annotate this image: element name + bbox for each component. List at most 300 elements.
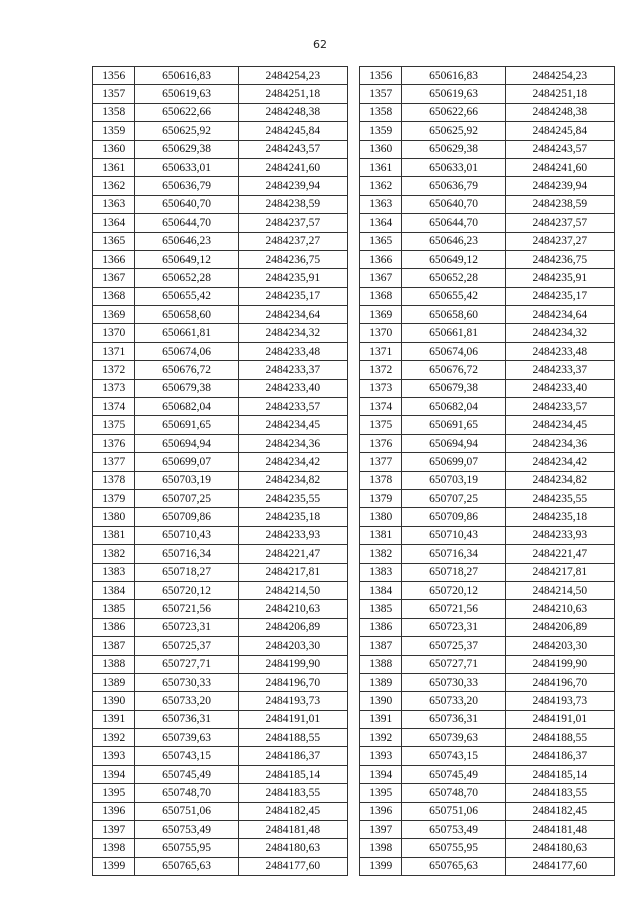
y-coordinate-cell: 2484191,01 xyxy=(238,710,347,728)
point-number-cell: 1398 xyxy=(93,839,135,857)
table-row xyxy=(93,545,348,563)
table-row xyxy=(93,103,348,121)
y-coordinate-cell: 2484217,81 xyxy=(238,563,347,581)
y-coordinate-cell: 2484234,82 xyxy=(505,471,614,489)
table-row xyxy=(360,747,615,765)
y-coordinate-cell: 2484177,60 xyxy=(505,857,614,875)
x-coordinate-cell: 650661,81 xyxy=(402,324,505,342)
table-row xyxy=(93,857,348,875)
x-coordinate-cell: 650748,70 xyxy=(402,784,505,802)
table-row xyxy=(93,710,348,728)
point-number-cell: 1364 xyxy=(93,214,135,232)
table-row xyxy=(93,416,348,434)
x-coordinate-cell: 650633,01 xyxy=(135,158,238,176)
point-number-cell: 1374 xyxy=(360,398,402,416)
point-number-cell: 1360 xyxy=(360,140,402,158)
x-coordinate-cell: 650725,37 xyxy=(402,637,505,655)
y-coordinate-cell: 2484199,90 xyxy=(238,655,347,673)
table-row xyxy=(93,379,348,397)
table-row xyxy=(360,287,615,305)
y-coordinate-cell: 2484239,94 xyxy=(238,177,347,195)
point-number-cell: 1384 xyxy=(360,581,402,599)
x-coordinate-cell: 650644,70 xyxy=(402,214,505,232)
table-row xyxy=(93,287,348,305)
y-coordinate-cell: 2484182,45 xyxy=(238,802,347,820)
table-row xyxy=(93,324,348,342)
point-number-cell: 1389 xyxy=(93,673,135,691)
y-coordinate-cell: 2484233,40 xyxy=(238,379,347,397)
point-number-cell: 1365 xyxy=(93,232,135,250)
point-number-cell: 1370 xyxy=(360,324,402,342)
y-coordinate-cell: 2484234,45 xyxy=(505,416,614,434)
point-number-cell: 1380 xyxy=(93,508,135,526)
point-number-cell: 1392 xyxy=(93,729,135,747)
point-number-cell: 1356 xyxy=(93,67,135,85)
point-number-cell: 1370 xyxy=(93,324,135,342)
y-coordinate-cell: 2484245,84 xyxy=(505,122,614,140)
y-coordinate-cell: 2484233,48 xyxy=(505,342,614,360)
table-row xyxy=(360,784,615,802)
y-coordinate-cell: 2484181,48 xyxy=(505,821,614,839)
table-row xyxy=(93,821,348,839)
x-coordinate-cell: 650723,31 xyxy=(135,618,238,636)
x-coordinate-cell: 650682,04 xyxy=(402,398,505,416)
table-row xyxy=(93,747,348,765)
y-coordinate-cell: 2484233,48 xyxy=(238,342,347,360)
table-row xyxy=(360,563,615,581)
table-row xyxy=(360,398,615,416)
point-number-cell: 1388 xyxy=(93,655,135,673)
y-coordinate-cell: 2484210,63 xyxy=(505,600,614,618)
y-coordinate-cell: 2484206,89 xyxy=(238,618,347,636)
table-row xyxy=(360,434,615,452)
x-coordinate-cell: 650691,65 xyxy=(135,416,238,434)
table-row xyxy=(93,692,348,710)
page-number: 62 xyxy=(313,38,327,51)
table-row xyxy=(360,416,615,434)
table-row xyxy=(93,140,348,158)
y-coordinate-cell: 2484181,48 xyxy=(238,821,347,839)
point-number-cell: 1376 xyxy=(360,434,402,452)
x-coordinate-cell: 650709,86 xyxy=(135,508,238,526)
x-coordinate-cell: 650674,06 xyxy=(135,342,238,360)
x-coordinate-cell: 650682,04 xyxy=(135,398,238,416)
table-row xyxy=(360,306,615,324)
y-coordinate-cell: 2484237,57 xyxy=(238,214,347,232)
y-coordinate-cell: 2484248,38 xyxy=(238,103,347,121)
table-row xyxy=(93,802,348,820)
point-number-cell: 1371 xyxy=(93,342,135,360)
point-number-cell: 1391 xyxy=(360,710,402,728)
point-number-cell: 1393 xyxy=(93,747,135,765)
x-coordinate-cell: 650736,31 xyxy=(402,710,505,728)
y-coordinate-cell: 2484214,50 xyxy=(238,581,347,599)
x-coordinate-cell: 650720,12 xyxy=(135,581,238,599)
table-row xyxy=(93,85,348,103)
table-row xyxy=(360,214,615,232)
x-coordinate-cell: 650748,70 xyxy=(135,784,238,802)
x-coordinate-cell: 650745,49 xyxy=(402,765,505,783)
x-coordinate-cell: 650736,31 xyxy=(135,710,238,728)
y-coordinate-cell: 2484210,63 xyxy=(238,600,347,618)
coordinates-table-right xyxy=(359,66,615,876)
point-number-cell: 1381 xyxy=(93,526,135,544)
table-row xyxy=(360,489,615,507)
table-row xyxy=(93,526,348,544)
point-number-cell: 1383 xyxy=(93,563,135,581)
point-number-cell: 1387 xyxy=(93,637,135,655)
y-coordinate-cell: 2484235,18 xyxy=(505,508,614,526)
point-number-cell: 1396 xyxy=(93,802,135,820)
table-row xyxy=(93,434,348,452)
y-coordinate-cell: 2484233,37 xyxy=(238,361,347,379)
point-number-cell: 1393 xyxy=(360,747,402,765)
point-number-cell: 1399 xyxy=(360,857,402,875)
x-coordinate-cell: 650703,19 xyxy=(135,471,238,489)
x-coordinate-cell: 650625,92 xyxy=(402,122,505,140)
x-coordinate-cell: 650755,95 xyxy=(402,839,505,857)
table-row xyxy=(360,655,615,673)
x-coordinate-cell: 650720,12 xyxy=(402,581,505,599)
x-coordinate-cell: 650730,33 xyxy=(135,673,238,691)
table-row xyxy=(360,85,615,103)
point-number-cell: 1390 xyxy=(360,692,402,710)
y-coordinate-cell: 2484235,17 xyxy=(238,287,347,305)
y-coordinate-cell: 2484186,37 xyxy=(505,747,614,765)
point-number-cell: 1397 xyxy=(360,821,402,839)
y-coordinate-cell: 2484241,60 xyxy=(238,158,347,176)
table-row xyxy=(93,839,348,857)
x-coordinate-cell: 650745,49 xyxy=(135,765,238,783)
x-coordinate-cell: 650707,25 xyxy=(402,489,505,507)
x-coordinate-cell: 650751,06 xyxy=(402,802,505,820)
table-row xyxy=(93,453,348,471)
y-coordinate-cell: 2484235,18 xyxy=(238,508,347,526)
y-coordinate-cell: 2484234,64 xyxy=(238,306,347,324)
x-coordinate-cell: 650727,71 xyxy=(402,655,505,673)
x-coordinate-cell: 650619,63 xyxy=(135,85,238,103)
point-number-cell: 1385 xyxy=(360,600,402,618)
table-row xyxy=(360,232,615,250)
y-coordinate-cell: 2484237,57 xyxy=(505,214,614,232)
point-number-cell: 1394 xyxy=(93,765,135,783)
x-coordinate-cell: 650652,28 xyxy=(135,269,238,287)
y-coordinate-cell: 2484206,89 xyxy=(505,618,614,636)
table-row xyxy=(360,765,615,783)
coordinates-table-body xyxy=(360,67,615,876)
x-coordinate-cell: 650622,66 xyxy=(135,103,238,121)
point-number-cell: 1366 xyxy=(360,250,402,268)
point-number-cell: 1390 xyxy=(93,692,135,710)
point-number-cell: 1373 xyxy=(360,379,402,397)
table-row xyxy=(360,471,615,489)
table-row xyxy=(360,802,615,820)
x-coordinate-cell: 650743,15 xyxy=(135,747,238,765)
x-coordinate-cell: 650629,38 xyxy=(402,140,505,158)
x-coordinate-cell: 650646,23 xyxy=(135,232,238,250)
x-coordinate-cell: 650652,28 xyxy=(402,269,505,287)
y-coordinate-cell: 2484203,30 xyxy=(505,637,614,655)
y-coordinate-cell: 2484203,30 xyxy=(238,637,347,655)
table-row xyxy=(360,857,615,875)
y-coordinate-cell: 2484191,01 xyxy=(505,710,614,728)
y-coordinate-cell: 2484193,73 xyxy=(238,692,347,710)
x-coordinate-cell: 650718,27 xyxy=(402,563,505,581)
x-coordinate-cell: 650739,63 xyxy=(135,729,238,747)
x-coordinate-cell: 650633,01 xyxy=(402,158,505,176)
point-number-cell: 1359 xyxy=(360,122,402,140)
x-coordinate-cell: 650649,12 xyxy=(135,250,238,268)
table-row xyxy=(360,545,615,563)
point-number-cell: 1381 xyxy=(360,526,402,544)
point-number-cell: 1379 xyxy=(93,489,135,507)
x-coordinate-cell: 650658,60 xyxy=(135,306,238,324)
y-coordinate-cell: 2484243,57 xyxy=(505,140,614,158)
point-number-cell: 1362 xyxy=(360,177,402,195)
point-number-cell: 1371 xyxy=(360,342,402,360)
point-number-cell: 1367 xyxy=(93,269,135,287)
point-number-cell: 1386 xyxy=(93,618,135,636)
table-row xyxy=(360,195,615,213)
point-number-cell: 1369 xyxy=(360,306,402,324)
x-coordinate-cell: 650710,43 xyxy=(402,526,505,544)
point-number-cell: 1378 xyxy=(93,471,135,489)
table-row xyxy=(360,103,615,121)
x-coordinate-cell: 650699,07 xyxy=(402,453,505,471)
y-coordinate-cell: 2484234,32 xyxy=(505,324,614,342)
point-number-cell: 1384 xyxy=(93,581,135,599)
table-row xyxy=(360,67,615,85)
x-coordinate-cell: 650709,86 xyxy=(402,508,505,526)
x-coordinate-cell: 650765,63 xyxy=(135,857,238,875)
x-coordinate-cell: 650755,95 xyxy=(135,839,238,857)
table-row xyxy=(93,158,348,176)
x-coordinate-cell: 650636,79 xyxy=(135,177,238,195)
table-row xyxy=(360,692,615,710)
y-coordinate-cell: 2484221,47 xyxy=(505,545,614,563)
y-coordinate-cell: 2484235,55 xyxy=(238,489,347,507)
point-number-cell: 1392 xyxy=(360,729,402,747)
table-row xyxy=(93,214,348,232)
x-coordinate-cell: 650679,38 xyxy=(402,379,505,397)
y-coordinate-cell: 2484177,60 xyxy=(238,857,347,875)
x-coordinate-cell: 650674,06 xyxy=(402,342,505,360)
table-row xyxy=(93,122,348,140)
y-coordinate-cell: 2484188,55 xyxy=(238,729,347,747)
y-coordinate-cell: 2484236,75 xyxy=(238,250,347,268)
point-number-cell: 1358 xyxy=(93,103,135,121)
y-coordinate-cell: 2484234,36 xyxy=(238,434,347,452)
point-number-cell: 1357 xyxy=(360,85,402,103)
point-number-cell: 1377 xyxy=(93,453,135,471)
x-coordinate-cell: 650718,27 xyxy=(135,563,238,581)
table-row xyxy=(93,765,348,783)
table-row xyxy=(93,784,348,802)
x-coordinate-cell: 650655,42 xyxy=(135,287,238,305)
y-coordinate-cell: 2484235,55 xyxy=(505,489,614,507)
x-coordinate-cell: 650751,06 xyxy=(135,802,238,820)
y-coordinate-cell: 2484180,63 xyxy=(238,839,347,857)
point-number-cell: 1364 xyxy=(360,214,402,232)
y-coordinate-cell: 2484234,32 xyxy=(238,324,347,342)
point-number-cell: 1386 xyxy=(360,618,402,636)
table-row xyxy=(360,673,615,691)
table-row xyxy=(93,269,348,287)
y-coordinate-cell: 2484234,64 xyxy=(505,306,614,324)
y-coordinate-cell: 2484185,14 xyxy=(238,765,347,783)
table-row xyxy=(93,600,348,618)
y-coordinate-cell: 2484234,42 xyxy=(238,453,347,471)
x-coordinate-cell: 650694,94 xyxy=(135,434,238,452)
table-row xyxy=(93,306,348,324)
point-number-cell: 1361 xyxy=(360,158,402,176)
x-coordinate-cell: 650694,94 xyxy=(402,434,505,452)
table-row xyxy=(93,361,348,379)
y-coordinate-cell: 2484196,70 xyxy=(505,673,614,691)
table-row xyxy=(360,324,615,342)
x-coordinate-cell: 650721,56 xyxy=(402,600,505,618)
y-coordinate-cell: 2484243,57 xyxy=(238,140,347,158)
x-coordinate-cell: 650716,34 xyxy=(402,545,505,563)
x-coordinate-cell: 650636,79 xyxy=(402,177,505,195)
x-coordinate-cell: 650655,42 xyxy=(402,287,505,305)
table-row xyxy=(360,618,615,636)
y-coordinate-cell: 2484233,93 xyxy=(238,526,347,544)
y-coordinate-cell: 2484234,45 xyxy=(238,416,347,434)
point-number-cell: 1396 xyxy=(360,802,402,820)
y-coordinate-cell: 2484234,42 xyxy=(505,453,614,471)
x-coordinate-cell: 650679,38 xyxy=(135,379,238,397)
y-coordinate-cell: 2484248,38 xyxy=(505,103,614,121)
point-number-cell: 1373 xyxy=(93,379,135,397)
x-coordinate-cell: 650619,63 xyxy=(402,85,505,103)
y-coordinate-cell: 2484237,27 xyxy=(238,232,347,250)
x-coordinate-cell: 650730,33 xyxy=(402,673,505,691)
table-row xyxy=(360,453,615,471)
coordinates-table-body xyxy=(93,67,348,876)
point-number-cell: 1358 xyxy=(360,103,402,121)
table-row xyxy=(93,398,348,416)
point-number-cell: 1397 xyxy=(93,821,135,839)
x-coordinate-cell: 650622,66 xyxy=(402,103,505,121)
table-row xyxy=(360,140,615,158)
point-number-cell: 1391 xyxy=(93,710,135,728)
y-coordinate-cell: 2484241,60 xyxy=(505,158,614,176)
x-coordinate-cell: 650616,83 xyxy=(402,67,505,85)
table-row xyxy=(360,821,615,839)
y-coordinate-cell: 2484234,82 xyxy=(238,471,347,489)
y-coordinate-cell: 2484236,75 xyxy=(505,250,614,268)
point-number-cell: 1375 xyxy=(93,416,135,434)
x-coordinate-cell: 650649,12 xyxy=(402,250,505,268)
y-coordinate-cell: 2484234,36 xyxy=(505,434,614,452)
y-coordinate-cell: 2484186,37 xyxy=(238,747,347,765)
x-coordinate-cell: 650676,72 xyxy=(135,361,238,379)
table-row xyxy=(360,508,615,526)
y-coordinate-cell: 2484233,40 xyxy=(505,379,614,397)
y-coordinate-cell: 2484193,73 xyxy=(505,692,614,710)
x-coordinate-cell: 650699,07 xyxy=(135,453,238,471)
table-row xyxy=(360,269,615,287)
point-number-cell: 1395 xyxy=(360,784,402,802)
x-coordinate-cell: 650661,81 xyxy=(135,324,238,342)
y-coordinate-cell: 2484254,23 xyxy=(238,67,347,85)
table-row xyxy=(360,342,615,360)
point-number-cell: 1367 xyxy=(360,269,402,287)
x-coordinate-cell: 650676,72 xyxy=(402,361,505,379)
point-number-cell: 1359 xyxy=(93,122,135,140)
y-coordinate-cell: 2484254,23 xyxy=(505,67,614,85)
table-row xyxy=(93,673,348,691)
y-coordinate-cell: 2484233,57 xyxy=(505,398,614,416)
point-number-cell: 1394 xyxy=(360,765,402,783)
x-coordinate-cell: 650640,70 xyxy=(402,195,505,213)
x-coordinate-cell: 650733,20 xyxy=(402,692,505,710)
y-coordinate-cell: 2484235,91 xyxy=(238,269,347,287)
point-number-cell: 1399 xyxy=(93,857,135,875)
table-row xyxy=(93,563,348,581)
table-row xyxy=(93,637,348,655)
table-row xyxy=(360,379,615,397)
table-row xyxy=(93,232,348,250)
table-row xyxy=(360,361,615,379)
x-coordinate-cell: 650691,65 xyxy=(402,416,505,434)
table-row xyxy=(360,581,615,599)
point-number-cell: 1377 xyxy=(360,453,402,471)
point-number-cell: 1387 xyxy=(360,637,402,655)
x-coordinate-cell: 650716,34 xyxy=(135,545,238,563)
x-coordinate-cell: 650743,15 xyxy=(402,747,505,765)
y-coordinate-cell: 2484221,47 xyxy=(238,545,347,563)
y-coordinate-cell: 2484233,57 xyxy=(238,398,347,416)
point-number-cell: 1362 xyxy=(93,177,135,195)
y-coordinate-cell: 2484217,81 xyxy=(505,563,614,581)
y-coordinate-cell: 2484182,45 xyxy=(505,802,614,820)
point-number-cell: 1368 xyxy=(93,287,135,305)
table-row xyxy=(93,250,348,268)
table-row xyxy=(93,655,348,673)
point-number-cell: 1361 xyxy=(93,158,135,176)
y-coordinate-cell: 2484251,18 xyxy=(505,85,614,103)
table-row xyxy=(93,342,348,360)
table-row xyxy=(93,195,348,213)
table-row xyxy=(93,471,348,489)
point-number-cell: 1378 xyxy=(360,471,402,489)
table-row xyxy=(93,729,348,747)
point-number-cell: 1379 xyxy=(360,489,402,507)
x-coordinate-cell: 650710,43 xyxy=(135,526,238,544)
table-row xyxy=(360,637,615,655)
x-coordinate-cell: 650723,31 xyxy=(402,618,505,636)
point-number-cell: 1376 xyxy=(93,434,135,452)
x-coordinate-cell: 650616,83 xyxy=(135,67,238,85)
y-coordinate-cell: 2484183,55 xyxy=(505,784,614,802)
point-number-cell: 1382 xyxy=(360,545,402,563)
table-row xyxy=(93,489,348,507)
x-coordinate-cell: 650703,19 xyxy=(402,471,505,489)
coordinates-table-left xyxy=(92,66,348,876)
y-coordinate-cell: 2484196,70 xyxy=(238,673,347,691)
table-row xyxy=(360,177,615,195)
x-coordinate-cell: 650727,71 xyxy=(135,655,238,673)
point-number-cell: 1372 xyxy=(93,361,135,379)
point-number-cell: 1363 xyxy=(93,195,135,213)
point-number-cell: 1369 xyxy=(93,306,135,324)
point-number-cell: 1357 xyxy=(93,85,135,103)
point-number-cell: 1398 xyxy=(360,839,402,857)
table-row xyxy=(360,526,615,544)
table-row xyxy=(360,710,615,728)
